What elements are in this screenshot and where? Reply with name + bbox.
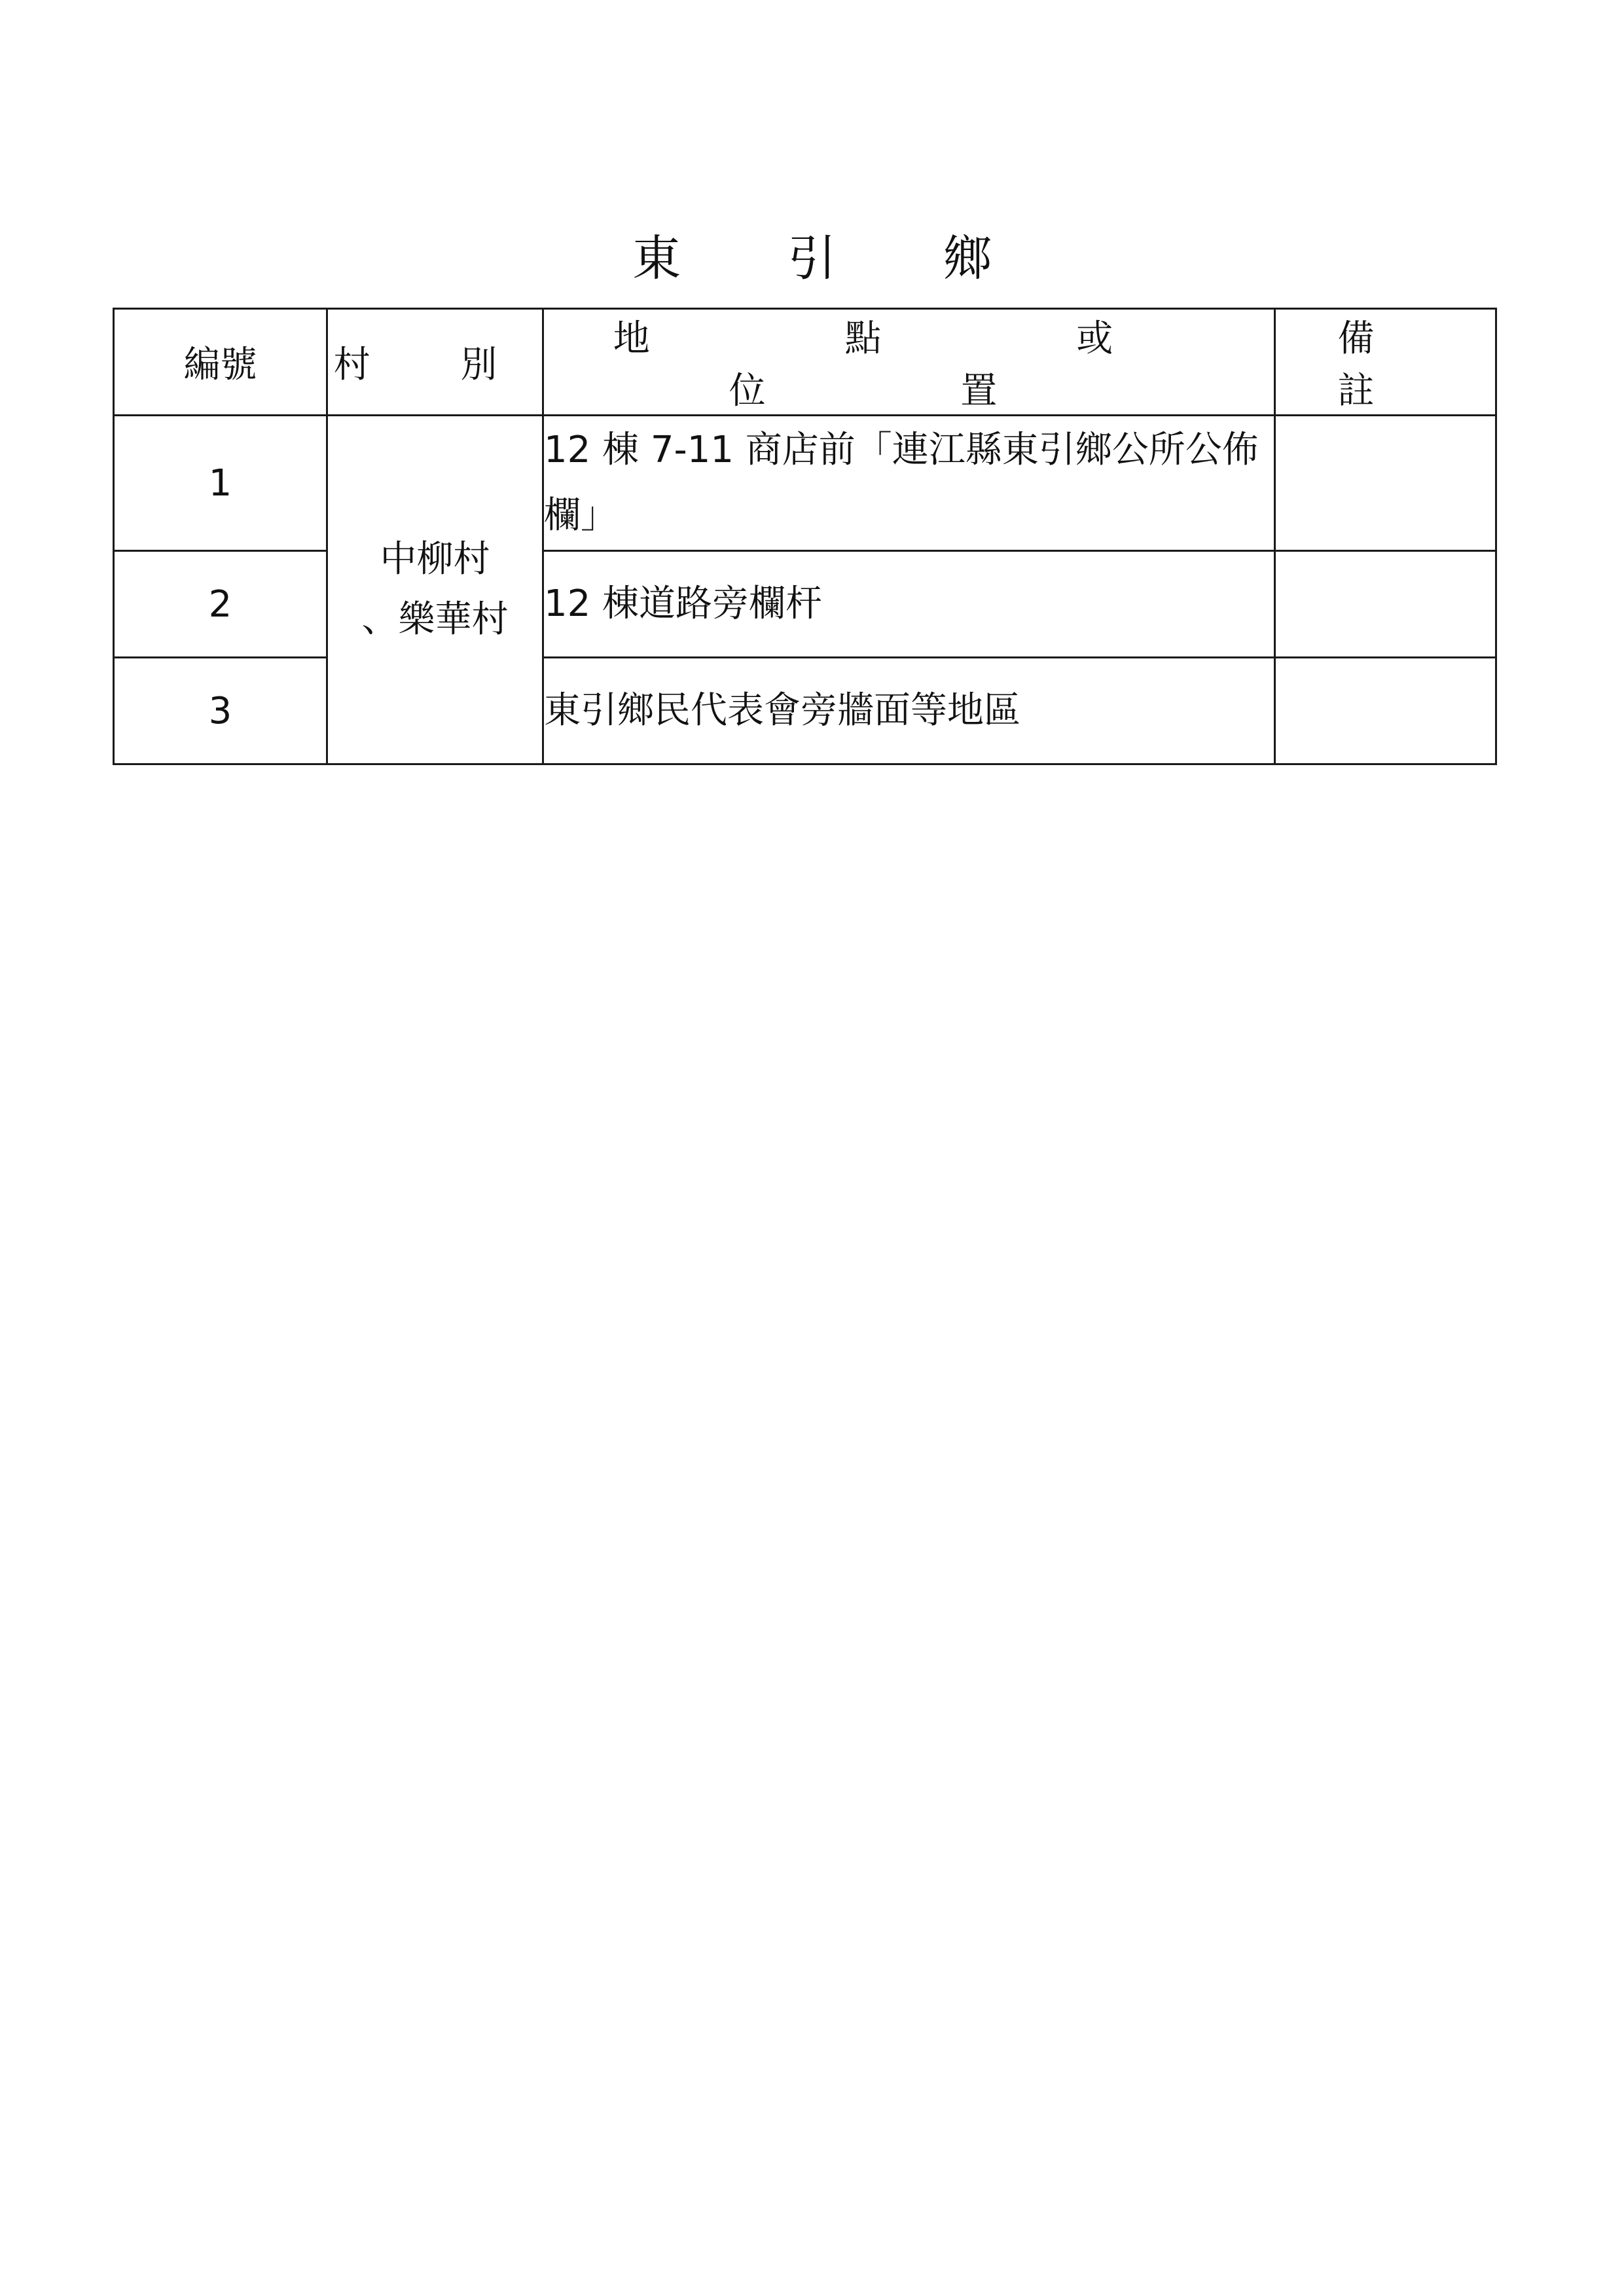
remark-cell (1275, 658, 1496, 764)
remark-cell (1275, 551, 1496, 658)
location-table (113, 308, 1497, 765)
header-remark: 備 註 (1275, 309, 1496, 416)
location-cell: 12 棟道路旁欄杆 (543, 551, 1275, 658)
table-row (114, 551, 1496, 658)
remark-cell (1275, 416, 1496, 551)
row-number-cell: 3 (114, 658, 327, 764)
page-title: 東 引 鄉 (632, 230, 1038, 287)
location-cell: 東引鄉民代表會旁牆面等地區 (543, 658, 1275, 764)
location-line-2: 欄」 (544, 494, 617, 537)
row-number-cell: 1 (114, 416, 327, 551)
row-number-cell: 2 (114, 551, 327, 658)
location-line-1: 12 棟 7-11 商店前「連江縣東引鄉公所公佈 (544, 429, 1259, 471)
village-line-2: 、樂華村 (361, 598, 509, 641)
village-merged-cell (327, 416, 543, 764)
table-row (114, 416, 1496, 551)
header-location: 地 點 或 位 置 (543, 309, 1275, 416)
table-row (114, 658, 1496, 764)
location-cell (543, 416, 1275, 551)
village-line-1: 中柳村 (380, 538, 490, 581)
header-village: 村 別 (327, 309, 543, 416)
header-row (114, 309, 1496, 416)
header-number: 編號 (114, 309, 327, 416)
